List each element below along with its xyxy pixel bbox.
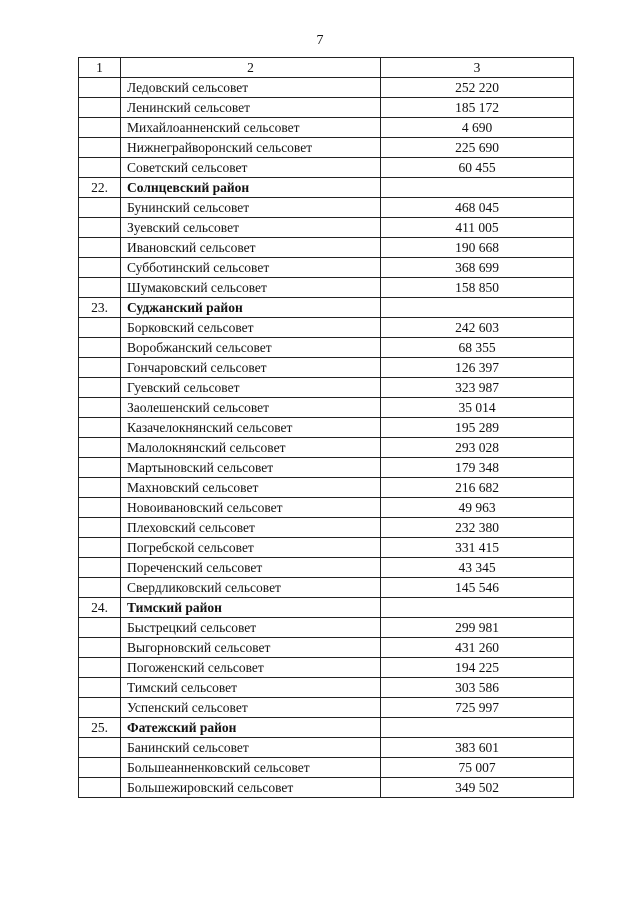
table-row: [79, 198, 574, 218]
table-row: [79, 258, 574, 278]
amount-value: 49 963: [381, 498, 574, 518]
settlement-name: Ледовский сельсовет: [121, 78, 381, 98]
table-row: [79, 738, 574, 758]
amount-value: 299 981: [381, 618, 574, 638]
table-row: [79, 478, 574, 498]
table-row: [79, 658, 574, 678]
row-number: 22.: [79, 178, 121, 198]
amount-value: 185 172: [381, 98, 574, 118]
row-number: [79, 78, 121, 98]
settlement-name: Бунинский сельсовет: [121, 198, 381, 218]
row-number: [79, 98, 121, 118]
row-number: [79, 438, 121, 458]
row-number: [79, 678, 121, 698]
district-name: Солнцевский район: [121, 178, 381, 198]
amount-value: 68 355: [381, 338, 574, 358]
row-number: [79, 278, 121, 298]
settlement-name: Зуевский сельсовет: [121, 218, 381, 238]
table-row: [79, 238, 574, 258]
amount-value: 242 603: [381, 318, 574, 338]
district-name: Тимский район: [121, 598, 381, 618]
row-number: 23.: [79, 298, 121, 318]
settlement-name: Махновский сельсовет: [121, 478, 381, 498]
table-row: [79, 318, 574, 338]
row-number: [79, 318, 121, 338]
amount-value: 126 397: [381, 358, 574, 378]
settlement-name: Выгорновский сельсовет: [121, 638, 381, 658]
amount-value: 725 997: [381, 698, 574, 718]
table-body: [79, 78, 574, 798]
settlement-name: Большежировский сельсовет: [121, 778, 381, 798]
settlement-name: Банинский сельсовет: [121, 738, 381, 758]
settlement-name: Тимский сельсовет: [121, 678, 381, 698]
row-number: [79, 538, 121, 558]
page-number: 7: [316, 33, 324, 48]
row-number: [79, 778, 121, 798]
amount-value: 216 682: [381, 478, 574, 498]
table-row: [79, 78, 574, 98]
amount-value: 194 225: [381, 658, 574, 678]
settlement-name: Успенский сельсовет: [121, 698, 381, 718]
table-row: [79, 518, 574, 538]
row-number: [79, 518, 121, 538]
amount-value: 331 415: [381, 538, 574, 558]
row-number: 25.: [79, 718, 121, 738]
table-row: [79, 118, 574, 138]
amount-value: 293 028: [381, 438, 574, 458]
table-row: [79, 618, 574, 638]
row-number: [79, 498, 121, 518]
row-number: [79, 238, 121, 258]
table-row: [79, 418, 574, 438]
settlement-name: Погребской сельсовет: [121, 538, 381, 558]
settlement-name: Большеанненковский сельсовет: [121, 758, 381, 778]
row-number: 24.: [79, 598, 121, 618]
amount-value: 468 045: [381, 198, 574, 218]
settlement-name: Казачелокнянский сельсовет: [121, 418, 381, 438]
header-col-3: 3: [381, 58, 574, 78]
settlement-name: Ленинский сельсовет: [121, 98, 381, 118]
amount-value: 43 345: [381, 558, 574, 578]
table-row: [79, 278, 574, 298]
settlement-name: Субботинский сельсовет: [121, 258, 381, 278]
settlement-name: Новоивановский сельсовет: [121, 498, 381, 518]
row-number: [79, 458, 121, 478]
row-number: [79, 658, 121, 678]
table-row: [79, 338, 574, 358]
amount-value: 232 380: [381, 518, 574, 538]
amount-value: 60 455: [381, 158, 574, 178]
settlement-name: Быстрецкий сельсовет: [121, 618, 381, 638]
amount-value: 4 690: [381, 118, 574, 138]
amount-value: 431 260: [381, 638, 574, 658]
table-row: [79, 558, 574, 578]
row-number: [79, 738, 121, 758]
settlement-name: Нижнеграйворонский сельсовет: [121, 138, 381, 158]
settlement-name: Шумаковский сельсовет: [121, 278, 381, 298]
settlement-name: Ивановский сельсовет: [121, 238, 381, 258]
amount-value: [381, 298, 574, 318]
row-number: [79, 478, 121, 498]
row-number: [79, 338, 121, 358]
table-row: [79, 778, 574, 798]
row-number: [79, 758, 121, 778]
table-row: [79, 758, 574, 778]
row-number: [79, 198, 121, 218]
row-number: [79, 578, 121, 598]
amount-value: 323 987: [381, 378, 574, 398]
settlement-name: Свердликовский сельсовет: [121, 578, 381, 598]
amount-value: 35 014: [381, 398, 574, 418]
amount-value: 368 699: [381, 258, 574, 278]
table-row: [79, 438, 574, 458]
district-row: [79, 598, 574, 618]
table-row: [79, 638, 574, 658]
district-row: [79, 178, 574, 198]
amount-value: 303 586: [381, 678, 574, 698]
row-number: [79, 398, 121, 418]
settlement-name: Борковский сельсовет: [121, 318, 381, 338]
district-name: Фатежский район: [121, 718, 381, 738]
district-row: [79, 718, 574, 738]
amount-value: [381, 178, 574, 198]
row-number: [79, 418, 121, 438]
amount-value: [381, 718, 574, 738]
row-number: [79, 638, 121, 658]
amount-value: 383 601: [381, 738, 574, 758]
table-row: [79, 398, 574, 418]
table-row: [79, 138, 574, 158]
amount-value: [381, 598, 574, 618]
table-row: [79, 578, 574, 598]
amount-value: 190 668: [381, 238, 574, 258]
settlement-name: Воробжанский сельсовет: [121, 338, 381, 358]
settlement-name: Михайлоанненский сельсовет: [121, 118, 381, 138]
amount-value: 252 220: [381, 78, 574, 98]
amount-value: 349 502: [381, 778, 574, 798]
settlement-name: Пореченский сельсовет: [121, 558, 381, 578]
row-number: [79, 618, 121, 638]
table-row: [79, 98, 574, 118]
amount-value: 145 546: [381, 578, 574, 598]
row-number: [79, 258, 121, 278]
table-row: [79, 698, 574, 718]
header-col-2: 2: [121, 58, 381, 78]
amount-value: 225 690: [381, 138, 574, 158]
table-row: [79, 218, 574, 238]
amount-value: 75 007: [381, 758, 574, 778]
row-number: [79, 118, 121, 138]
row-number: [79, 558, 121, 578]
header-col-1: 1: [79, 58, 121, 78]
table-row: [79, 358, 574, 378]
settlement-name: Плеховский сельсовет: [121, 518, 381, 538]
row-number: [79, 138, 121, 158]
allocation-table: [78, 57, 574, 798]
table-row: [79, 498, 574, 518]
amount-value: 195 289: [381, 418, 574, 438]
district-name: Суджанский район: [121, 298, 381, 318]
amount-value: 411 005: [381, 218, 574, 238]
row-number: [79, 358, 121, 378]
settlement-name: Погоженский сельсовет: [121, 658, 381, 678]
row-number: [79, 218, 121, 238]
settlement-name: Мартыновский сельсовет: [121, 458, 381, 478]
table-row: [79, 378, 574, 398]
settlement-name: Гончаровский сельсовет: [121, 358, 381, 378]
row-number: [79, 378, 121, 398]
table-header-row: [79, 58, 574, 78]
settlement-name: Заолешенский сельсовет: [121, 398, 381, 418]
settlement-name: Гуевский сельсовет: [121, 378, 381, 398]
table-row: [79, 458, 574, 478]
table-row: [79, 538, 574, 558]
table-row: [79, 678, 574, 698]
settlement-name: Советский сельсовет: [121, 158, 381, 178]
amount-value: 158 850: [381, 278, 574, 298]
row-number: [79, 698, 121, 718]
district-row: [79, 298, 574, 318]
table-row: [79, 158, 574, 178]
row-number: [79, 158, 121, 178]
amount-value: 179 348: [381, 458, 574, 478]
settlement-name: Малолокнянский сельсовет: [121, 438, 381, 458]
